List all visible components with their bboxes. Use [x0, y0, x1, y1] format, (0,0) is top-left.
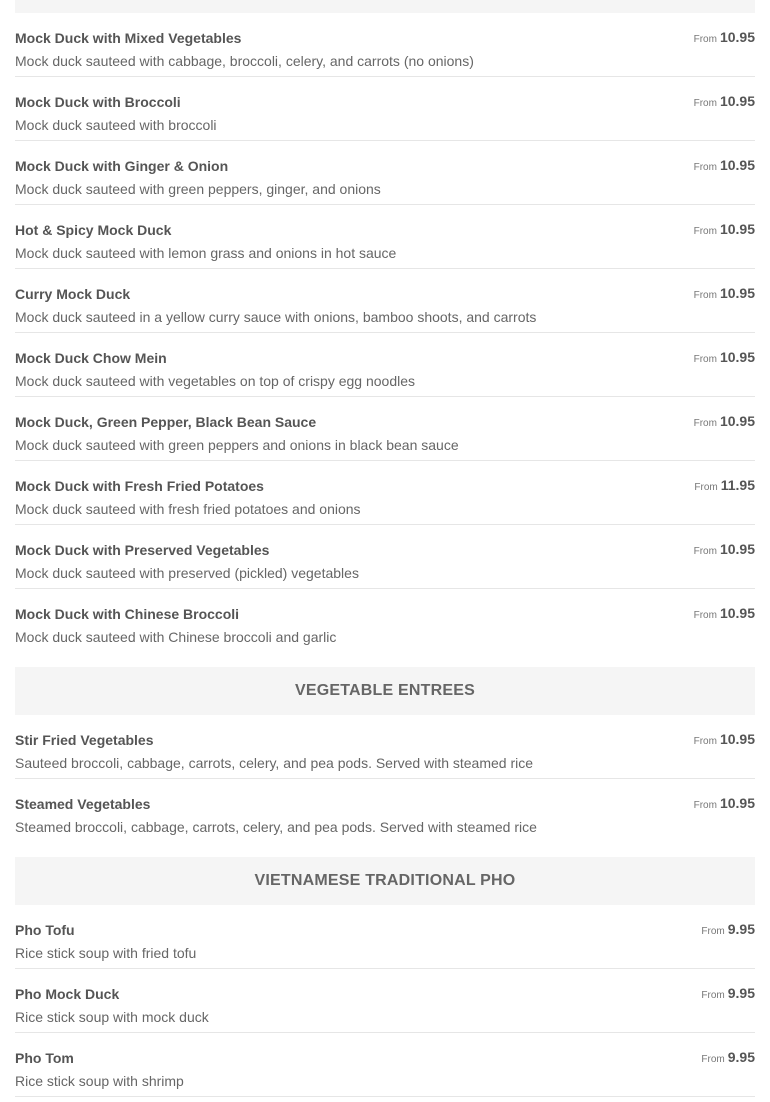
price-amount: 9.95 [727, 921, 755, 937]
menu-item[interactable] [15, 333, 755, 397]
item-description: Mock duck sauteed with fresh fried potatoes and onions [15, 501, 361, 517]
price-amount: 10.95 [719, 605, 755, 621]
price-prefix: From [701, 1054, 725, 1065]
item-price [694, 285, 755, 303]
menu-item[interactable] [15, 589, 755, 652]
price-amount: 10.95 [719, 413, 755, 429]
menu-item[interactable] [15, 397, 755, 461]
item-price [694, 93, 755, 111]
price-prefix: From [693, 34, 717, 45]
menu-item[interactable] [15, 715, 755, 779]
item-price [694, 795, 755, 813]
item-name: Mock Duck with Fresh Fried Potatoes [15, 478, 264, 494]
price-prefix: From [693, 610, 717, 621]
item-name: Pho Mock Duck [15, 986, 120, 1002]
item-name: Mock Duck with Mixed Vegetables [15, 30, 242, 46]
item-description: Mock duck sauteed with preserved (pickled) vegetables [15, 565, 359, 581]
item-name: Pho Tofu [15, 922, 75, 938]
item-price [694, 349, 755, 367]
item-description: Mock duck sauteed with lemon grass and onions in hot sauce [15, 245, 397, 261]
item-name: Pho Tom [15, 1050, 74, 1066]
item-price [694, 157, 755, 175]
item-price [701, 1049, 755, 1067]
item-name: Curry Mock Duck [15, 286, 131, 302]
price-prefix: From [693, 418, 717, 429]
price-amount: 9.95 [727, 985, 755, 1001]
item-description: Steamed broccoli, cabbage, carrots, celery, and pea pods. Served with steamed rice [15, 819, 537, 835]
price-amount: 10.95 [719, 285, 755, 301]
item-description: Mock duck sauteed with Chinese broccoli and garlic [15, 629, 337, 645]
item-name: Stir Fried Vegetables [15, 732, 154, 748]
item-description: Rice stick soup with fried tofu [15, 945, 197, 961]
price-amount: 10.95 [719, 29, 755, 45]
item-description: Mock duck sauteed with green peppers and onions in black bean sauce [15, 437, 459, 453]
item-description: Mock duck sauteed with green peppers, ginger, and onions [15, 181, 381, 197]
item-price [694, 605, 755, 623]
menu-item[interactable] [15, 141, 755, 205]
menu-item[interactable] [15, 1033, 755, 1097]
item-description: Mock duck sauteed with cabbage, broccoli, celery, and carrots (no onions) [15, 53, 474, 69]
menu-item[interactable] [15, 969, 755, 1033]
price-amount: 10.95 [719, 157, 755, 173]
menu-item[interactable] [15, 269, 755, 333]
item-price [701, 985, 755, 1003]
item-name: Mock Duck, Green Pepper, Black Bean Sauce [15, 414, 317, 430]
section-header-vegetable-entrees: VEGETABLE ENTREES [15, 667, 755, 715]
menu-item[interactable] [15, 77, 755, 141]
item-name: Hot & Spicy Mock Duck [15, 222, 172, 238]
price-prefix: From [701, 926, 725, 937]
item-description: Mock duck sauteed with vegetables on top of crispy egg noodles [15, 373, 416, 389]
menu-item[interactable] [15, 461, 755, 525]
price-prefix: From [693, 98, 717, 109]
item-name: Mock Duck with Preserved Vegetables [15, 542, 270, 558]
item-price [694, 477, 755, 495]
section-header [15, 0, 755, 13]
price-prefix: From [693, 162, 717, 173]
item-description: Mock duck sauteed in a yellow curry sauce with onions, bamboo shoots, and carrots [15, 309, 537, 325]
price-amount: 9.95 [727, 1049, 755, 1065]
section-spacer [15, 842, 755, 857]
menu-list [15, 0, 755, 1097]
price-prefix: From [693, 546, 717, 557]
menu-item[interactable] [15, 205, 755, 269]
price-prefix: From [701, 990, 725, 1001]
price-amount: 10.95 [719, 541, 755, 557]
item-name: Mock Duck with Chinese Broccoli [15, 606, 240, 622]
item-description: Sauteed broccoli, cabbage, carrots, celery, and pea pods. Served with steamed rice [15, 755, 534, 771]
price-amount: 10.95 [719, 221, 755, 237]
menu-item[interactable] [15, 905, 755, 969]
item-price [701, 921, 755, 939]
menu-item[interactable] [15, 13, 755, 77]
item-price [694, 731, 755, 749]
price-prefix: From [693, 354, 717, 365]
item-name: Mock Duck with Ginger & Onion [15, 158, 229, 174]
item-name: Mock Duck with Broccoli [15, 94, 181, 110]
item-name: Mock Duck Chow Mein [15, 350, 167, 366]
item-price [694, 29, 755, 47]
menu-item[interactable] [15, 779, 755, 842]
item-description: Rice stick soup with shrimp [15, 1073, 184, 1089]
item-name: Steamed Vegetables [15, 796, 151, 812]
price-amount: 10.95 [719, 93, 755, 109]
price-prefix: From [693, 290, 717, 301]
price-prefix: From [693, 736, 717, 747]
price-prefix: From [693, 800, 717, 811]
price-prefix: From [693, 226, 717, 237]
price-prefix: From [694, 482, 718, 493]
section-spacer [15, 652, 755, 667]
section-header-vietnamese-traditional-pho: VIETNAMESE TRADITIONAL PHO [15, 857, 755, 905]
price-amount: 11.95 [720, 477, 755, 493]
item-price [694, 221, 755, 239]
price-amount: 10.95 [719, 731, 755, 747]
menu-item[interactable] [15, 525, 755, 589]
item-description: Mock duck sauteed with broccoli [15, 117, 217, 133]
price-amount: 10.95 [719, 349, 755, 365]
item-price [694, 413, 755, 431]
price-amount: 10.95 [719, 795, 755, 811]
item-price [694, 541, 755, 559]
item-description: Rice stick soup with mock duck [15, 1009, 209, 1025]
